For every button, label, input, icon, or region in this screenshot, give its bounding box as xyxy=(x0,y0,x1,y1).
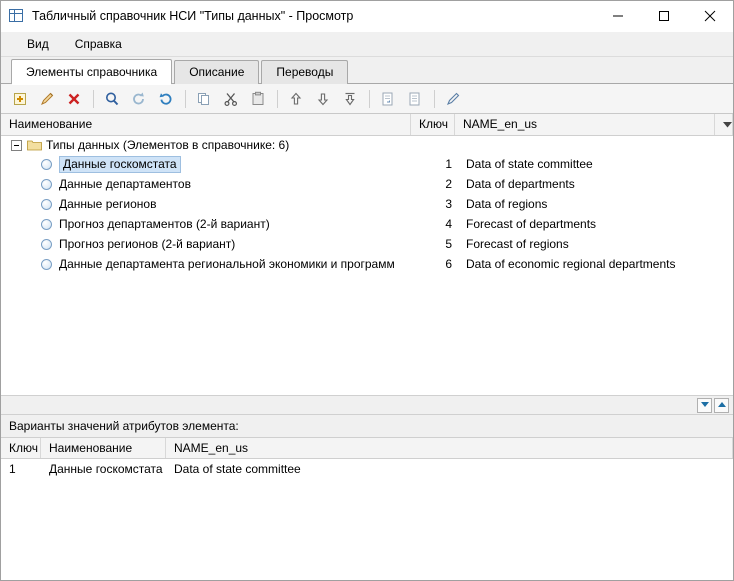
export-button[interactable] xyxy=(375,87,401,111)
node-bullet-icon xyxy=(41,239,52,250)
table-icon xyxy=(9,8,25,24)
tree-row-name: Данные департамента региональной экономики и программ xyxy=(59,257,395,271)
cut-button[interactable] xyxy=(218,87,244,111)
menu-item-help[interactable]: Справка xyxy=(74,37,122,51)
grid-header-key[interactable]: Ключ xyxy=(1,438,41,458)
attribute-values-label: Варианты значений атрибутов элемента: xyxy=(1,415,733,437)
tree-row-key: 6 xyxy=(445,257,452,271)
tree-row-name: Прогноз регионов (2-й вариант) xyxy=(59,237,236,251)
move-top-button[interactable] xyxy=(337,87,363,111)
import-button[interactable] xyxy=(402,87,428,111)
tree-body xyxy=(1,136,733,395)
tree-panel xyxy=(1,114,733,396)
tree-row-name-en: Data of state committee xyxy=(466,157,593,171)
tab-strip xyxy=(1,57,733,84)
grid-empty-space xyxy=(1,479,733,580)
folder-icon xyxy=(27,139,42,151)
node-bullet-icon xyxy=(41,199,52,210)
edit-button[interactable] xyxy=(34,87,60,111)
menu-bar xyxy=(1,32,733,57)
tree-row-name-en: Data of regions xyxy=(466,197,548,211)
collapse-down-button[interactable] xyxy=(697,398,712,413)
tree-row-key: 1 xyxy=(445,157,452,171)
node-bullet-icon xyxy=(41,179,52,190)
tree-row-name: Прогноз департаментов (2-й вариант) xyxy=(59,217,270,231)
table-row[interactable] xyxy=(1,174,733,194)
grid-header-name[interactable]: Наименование xyxy=(41,438,166,458)
copy-button[interactable] xyxy=(191,87,217,111)
add-button[interactable] xyxy=(7,87,33,111)
toolbar-separator-4 xyxy=(369,90,370,108)
tree-row-name-en: Forecast of regions xyxy=(466,237,569,251)
grid-column-header xyxy=(1,437,733,459)
menu-item-view[interactable]: Вид xyxy=(27,37,49,51)
collapse-icon[interactable] xyxy=(11,140,22,151)
minimize-button[interactable] xyxy=(595,2,641,31)
tree-row-key: 2 xyxy=(445,177,452,191)
grid-cell-name: Данные госкомстата xyxy=(49,462,163,476)
column-header-key[interactable]: Ключ xyxy=(411,114,455,135)
tree-row-name: Данные департаментов xyxy=(59,177,191,191)
close-button[interactable] xyxy=(687,2,733,31)
tree-root-node[interactable] xyxy=(1,136,733,154)
paste-button[interactable] xyxy=(245,87,271,111)
search-button[interactable] xyxy=(99,87,125,111)
tree-row-key: 3 xyxy=(445,197,452,211)
splitter-bar[interactable] xyxy=(1,396,733,415)
title-bar xyxy=(1,1,733,32)
table-row[interactable] xyxy=(1,254,733,274)
grid-header-name-en[interactable]: NAME_en_us xyxy=(166,438,733,458)
grid-cell-name-en: Data of state committee xyxy=(174,462,301,476)
tree-column-header xyxy=(1,114,733,136)
main-area xyxy=(1,114,733,580)
collapse-up-button[interactable] xyxy=(714,398,729,413)
tab-directory-elements[interactable]: Элементы справочника xyxy=(11,59,172,84)
move-up-button[interactable] xyxy=(283,87,309,111)
toolbar-separator-3 xyxy=(277,90,278,108)
tree-row-name xyxy=(59,156,414,173)
tree-root-label: Типы данных (Элементов в справочнике: 6) xyxy=(46,138,290,152)
tree-row-name-text: Данные госкомстата xyxy=(59,156,181,173)
attribute-values-panel xyxy=(1,415,733,580)
refresh-back-button[interactable] xyxy=(126,87,152,111)
table-row[interactable] xyxy=(1,154,733,174)
tree-row-key: 5 xyxy=(445,237,452,251)
window-title: Табличный справочник НСИ "Типы данных" - Просмотр xyxy=(32,9,354,23)
node-bullet-icon xyxy=(41,219,52,230)
tree-row-name-en: Data of departments xyxy=(466,177,575,191)
toolbar xyxy=(1,84,733,114)
toolbar-separator-2 xyxy=(185,90,186,108)
maximize-button[interactable] xyxy=(641,2,687,31)
tab-translations[interactable]: Переводы xyxy=(261,60,348,84)
tree-row-name: Данные регионов xyxy=(59,197,157,211)
move-down-button[interactable] xyxy=(310,87,336,111)
tree-row-name-en: Data of economic regional departments xyxy=(466,257,676,271)
toolbar-separator xyxy=(93,90,94,108)
tree-row-key: 4 xyxy=(445,217,452,231)
node-bullet-icon xyxy=(41,159,52,170)
table-row[interactable] xyxy=(1,214,733,234)
column-header-name[interactable]: Наименование xyxy=(1,114,411,135)
chevron-down-icon[interactable] xyxy=(715,114,733,135)
table-row[interactable] xyxy=(1,234,733,254)
grid-cell-key: 1 xyxy=(9,462,16,476)
toolbar-separator-5 xyxy=(434,90,435,108)
table-row[interactable] xyxy=(1,459,733,479)
node-bullet-icon xyxy=(41,259,52,270)
tree-row-name-en: Forecast of departments xyxy=(466,217,597,231)
delete-button[interactable] xyxy=(61,87,87,111)
properties-button[interactable] xyxy=(440,87,466,111)
column-header-name-en[interactable]: NAME_en_us xyxy=(455,114,715,135)
refresh-button[interactable] xyxy=(153,87,179,111)
table-row[interactable] xyxy=(1,194,733,214)
tab-description[interactable]: Описание xyxy=(174,60,259,84)
